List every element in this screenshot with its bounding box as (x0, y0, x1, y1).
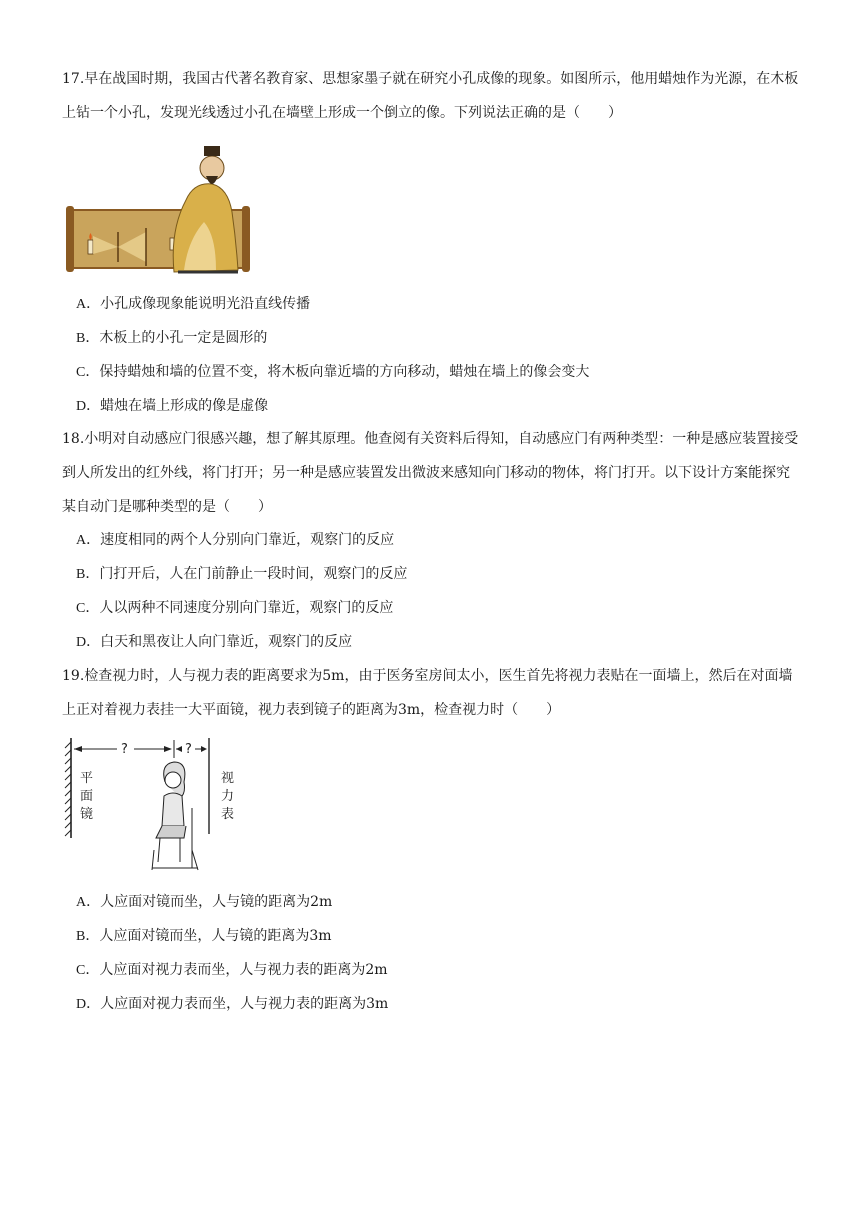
seated-person-icon (152, 762, 198, 870)
chart-label-2: 力 (221, 789, 235, 804)
eye-test-diagram (62, 734, 252, 876)
question-17-stem: 17.早在战国时期，我国古代著名教育家、思想家墨子就在研究小孔成像的现象。如图所示，他用蜡烛作为光源，在木板上钻一个小孔，发现光线透过小孔在墙壁上形成一个倒立的像。下列说法正确的是（ ） (62, 71, 799, 121)
question-19-option-c[interactable]: C．人应面对视力表而坐，人与视力表的距离为2m (76, 962, 388, 978)
question-18-stem: 18.小明对自动感应门很感兴趣，想了解其原理。他查阅有关资料后得知，自动感应门有两种类型：一种是感应装置接受到人所发出的红外线，将门打开；另一种是感应装置发出微波来感知向门移动的物体，将门打开。以下设计方案能探究某自动门是哪种类型的是（ ） (62, 431, 799, 515)
candle-icon (88, 240, 93, 254)
question-number: 18. (62, 431, 85, 447)
distance-mark-2: ? (185, 742, 192, 757)
question-18-option-b[interactable]: B．门打开后，人在门前静止一段时间，观察门的反应 (76, 566, 408, 582)
question-19-option-b[interactable]: B．人应面对镜而坐，人与镜的距离为3m (76, 928, 332, 944)
question-17-option-a[interactable]: A．小孔成像现象能说明光沿直线传播 (76, 296, 311, 312)
mozi-figure (173, 146, 238, 272)
question-18-option-d[interactable]: D．白天和黑夜让人向门靠近，观察门的反应 (76, 634, 353, 650)
mozi-pinhole-illustration (66, 140, 252, 274)
question-18-option-c[interactable]: C．人以两种不同速度分别向门靠近，观察门的反应 (76, 600, 394, 616)
question-number: 17. (62, 71, 85, 87)
mirror-label-3: 镜 (80, 807, 94, 822)
chart-label-3: 表 (221, 807, 235, 822)
question-18-option-a[interactable]: A．速度相同的两个人分别向门靠近，观察门的反应 (76, 532, 395, 548)
distance-mark-1: ? (121, 742, 128, 757)
chart-label-1: 视 (221, 771, 235, 786)
mirror-label-2: 面 (80, 789, 94, 804)
question-number: 19. (62, 668, 85, 684)
question-19-option-a[interactable]: A．人应面对镜而坐，人与镜的距离为2m (76, 894, 333, 910)
question-19-stem: 19.检查视力时，人与视力表的距离要求为5m，由于医务室房间太小，医生首先将视力表贴在一面墙上，然后在对面墙上正对着视力表挂一大平面镜，视力表到镜子的距离为3m，检查视力时（ ） (62, 668, 793, 718)
question-17-option-c[interactable]: C．保持蜡烛和墙的位置不变，将木板向靠近墙的方向移动，蜡烛在墙上的像会变大 (76, 364, 590, 380)
question-17-option-d[interactable]: D．蜡烛在墙上形成的像是虚像 (76, 398, 269, 414)
question-19-option-d[interactable]: D．人应面对视力表而坐，人与视力表的距离为3m (76, 996, 389, 1012)
question-17-option-b[interactable]: B．木板上的小孔一定是圆形的 (76, 330, 268, 346)
mirror-label-1: 平 (80, 771, 94, 786)
